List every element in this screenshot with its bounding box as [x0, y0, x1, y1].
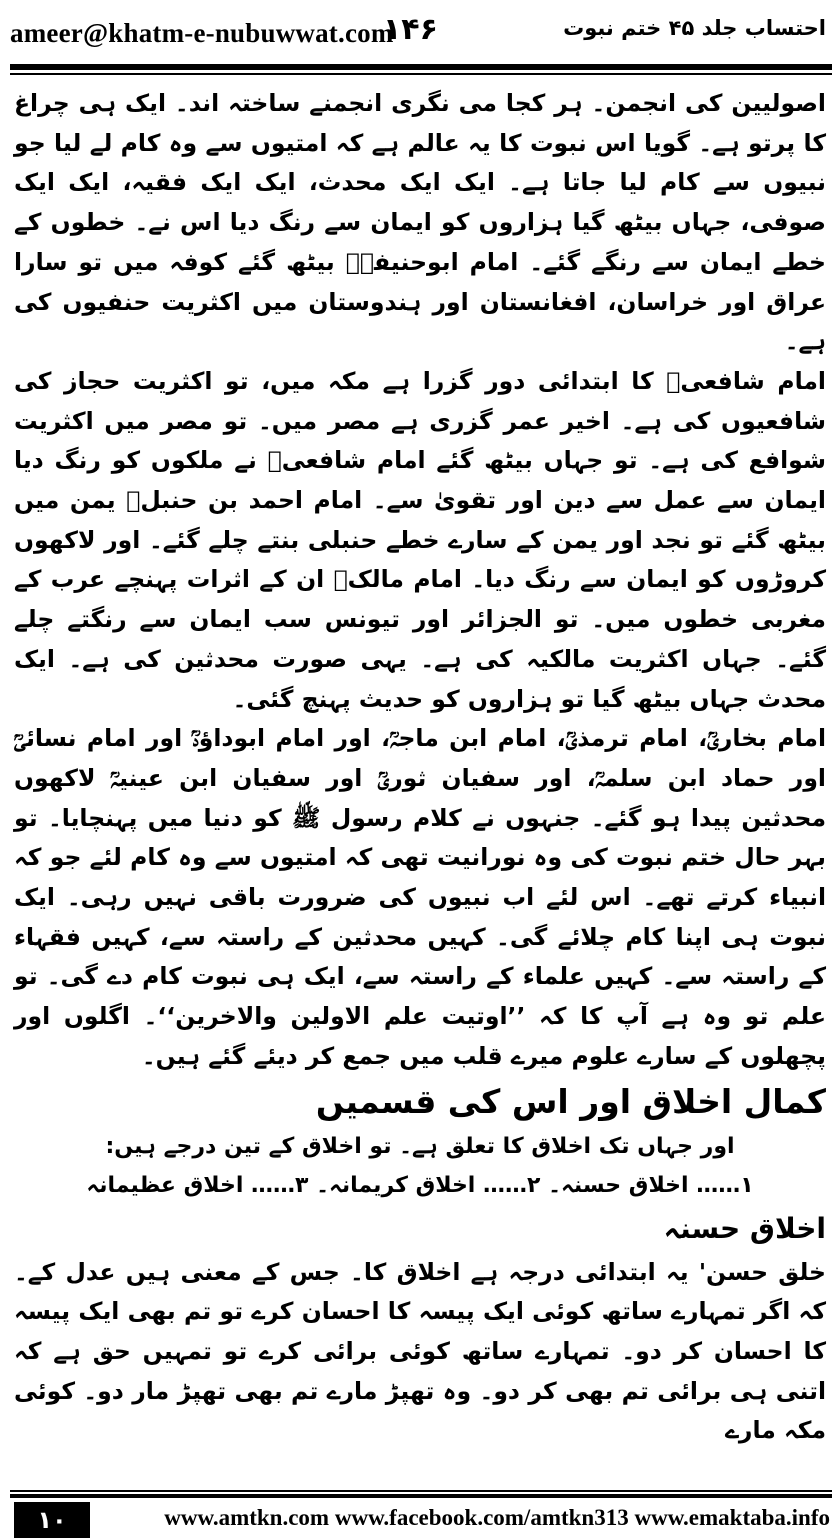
- paragraph: اصولیین کی انجمن۔ ہر کجا می نگری انجمنے ساختہ اند۔ ایک ہی چراغ کا پرتو ہے۔ گویا اس نبوت کا یہ عالم ہے کہ امتیوں سے وہ کام لے لیا جو نبیوں سے کام لیا جاتا ہے۔ ایک ایک محدث، ایک ایک فقیہ، ایک ایک صوفی، جہاں بیٹھ گیا ہزاروں کو ایمان سے رنگ دیا اس نے۔ خطوں کے خطے ایمان سے رنگے گئے۔ امام ابوحنیفہؒ بیٹھ گئے کوفہ میں تو سارا عراق اور خراسان، افغانستان اور ہندوستان میں اکثریت حنفیوں کی ہے۔: [14, 89, 826, 356]
- header-rule-thick: [10, 64, 832, 70]
- header-book-title: احتساب جلد ۴۵ ختم نبوت: [563, 16, 826, 40]
- header-page-number: ۱۴۶: [383, 12, 438, 47]
- footer-urls: www.amtkn.com www.facebook.com/amtkn313 www.emaktaba.info: [164, 1505, 830, 1530]
- paragraph: امام بخاریؒ، امام ترمذیؒ، امام ابن ماجہؒ، اور امام ابوداؤدؒ اور امام نسائیؒ اور حماد ابن سلمہؒ، اور سفیان ثوریؒ اور سفیان ابن عینیہؒ لاکھوں محدثین پیدا ہو گئے۔ جنہوں نے کلام رسول ﷺ کو دنیا میں پہنچایا۔ تو بہر حال ختم نبوت کی وہ نورانیت تھی کہ امتیوں سے وہ کام لئے جو کہ انبیاء کرتے تھے۔ اس لئے اب نبیوں کی ضرورت باقی نہیں رہی۔ ایک نبوت ہی اپنا کام چلائے گی۔ کہیں محدثین کے راستہ سے، کہیں فقہاء کے راستہ سے۔ کہیں علماء کے راستہ سے، ایک ہی نبوت کام دے گی۔ تو علم تو وہ ہے آپ کا کہ ’’اوتیت علم الاولین والاخرین‘‘۔ اگلوں اور پچھلوں کے سارے علوم میرے قلب میں جمع کر دیئے گئے ہیں۔: [14, 724, 826, 1070]
- paragraph: امام شافعیؒ کا ابتدائی دور گزرا ہے مکہ میں، تو اکثریت حجاز کی شافعیوں کی ہے۔ اخیر عمر گزری ہے مصر میں۔ تو مصر میں اکثریت شوافع کی ہے۔ تو جہاں بیٹھ گئے امام شافعیؒ نے ملکوں کو رنگ دیا ایمان سے عمل سے دین اور تقویٰ سے۔ امام احمد بن حنبلؒ یمن میں بیٹھ گئے تو نجد اور یمن کے سارے خطے حنبلی بنتے چلے گئے۔ اور لاکھوں کروڑوں کو ایمان سے رنگ دیا۔ امام مالکؒ ان کے اثرات پہنچے عرب کے مغربی خطوں میں۔ تو الجزائر اور تیونس سب ایمان سے رنگتے چلے گئے۔ جہاں اکثریت مالکیہ کی ہے۔ یہی صورت محدثین کی ہے۔ ایک محدث جہاں بیٹھ گیا تو ہزاروں کو حدیث پہنچ گئی۔: [14, 366, 826, 713]
- types-line: ۱…… اخلاق حسنہ۔ ۲…… اخلاق کریمانہ۔ ۳…… اخلاق عظیمانہ: [86, 1172, 754, 1198]
- page-footer: [0, 1488, 840, 1540]
- page-body: [14, 84, 826, 1451]
- header-rule-thin: [10, 73, 832, 75]
- footer-page-number: ۱۰: [14, 1502, 90, 1538]
- footer-rule-thin: [10, 1490, 832, 1492]
- intro-line: اور جہاں تک اخلاق کا تعلق ہے۔ تو اخلاق کے تین درجے ہیں:: [105, 1133, 735, 1159]
- header-email: ameer@khatm-e-nubuwwat.com: [10, 18, 394, 48]
- section-heading: کمال اخلاق اور اس کی قسمیں: [315, 1081, 826, 1121]
- subsection-heading: اخلاق حسنہ: [663, 1211, 826, 1245]
- page-header: [0, 0, 840, 66]
- paragraph: خلق حسن' یہ ابتدائی درجہ ہے اخلاق کا۔ جس کے معنی ہیں عدل کے۔ کہ اگر تمہارے ساتھ کوئی ایک پیسہ کا احسان کرے تو تم بھی ایک پیسہ کا احسان کر دو۔ تمہارے ساتھ کوئی برائی کرے تو تمہیں حق ہے کہ اتنی ہی برائی تم بھی کر دو۔ وہ تھپڑ مارے تم بھی تھپڑ مار دو۔ کوئی مکہ مارے: [14, 1257, 826, 1445]
- footer-rule-thick: [10, 1494, 832, 1498]
